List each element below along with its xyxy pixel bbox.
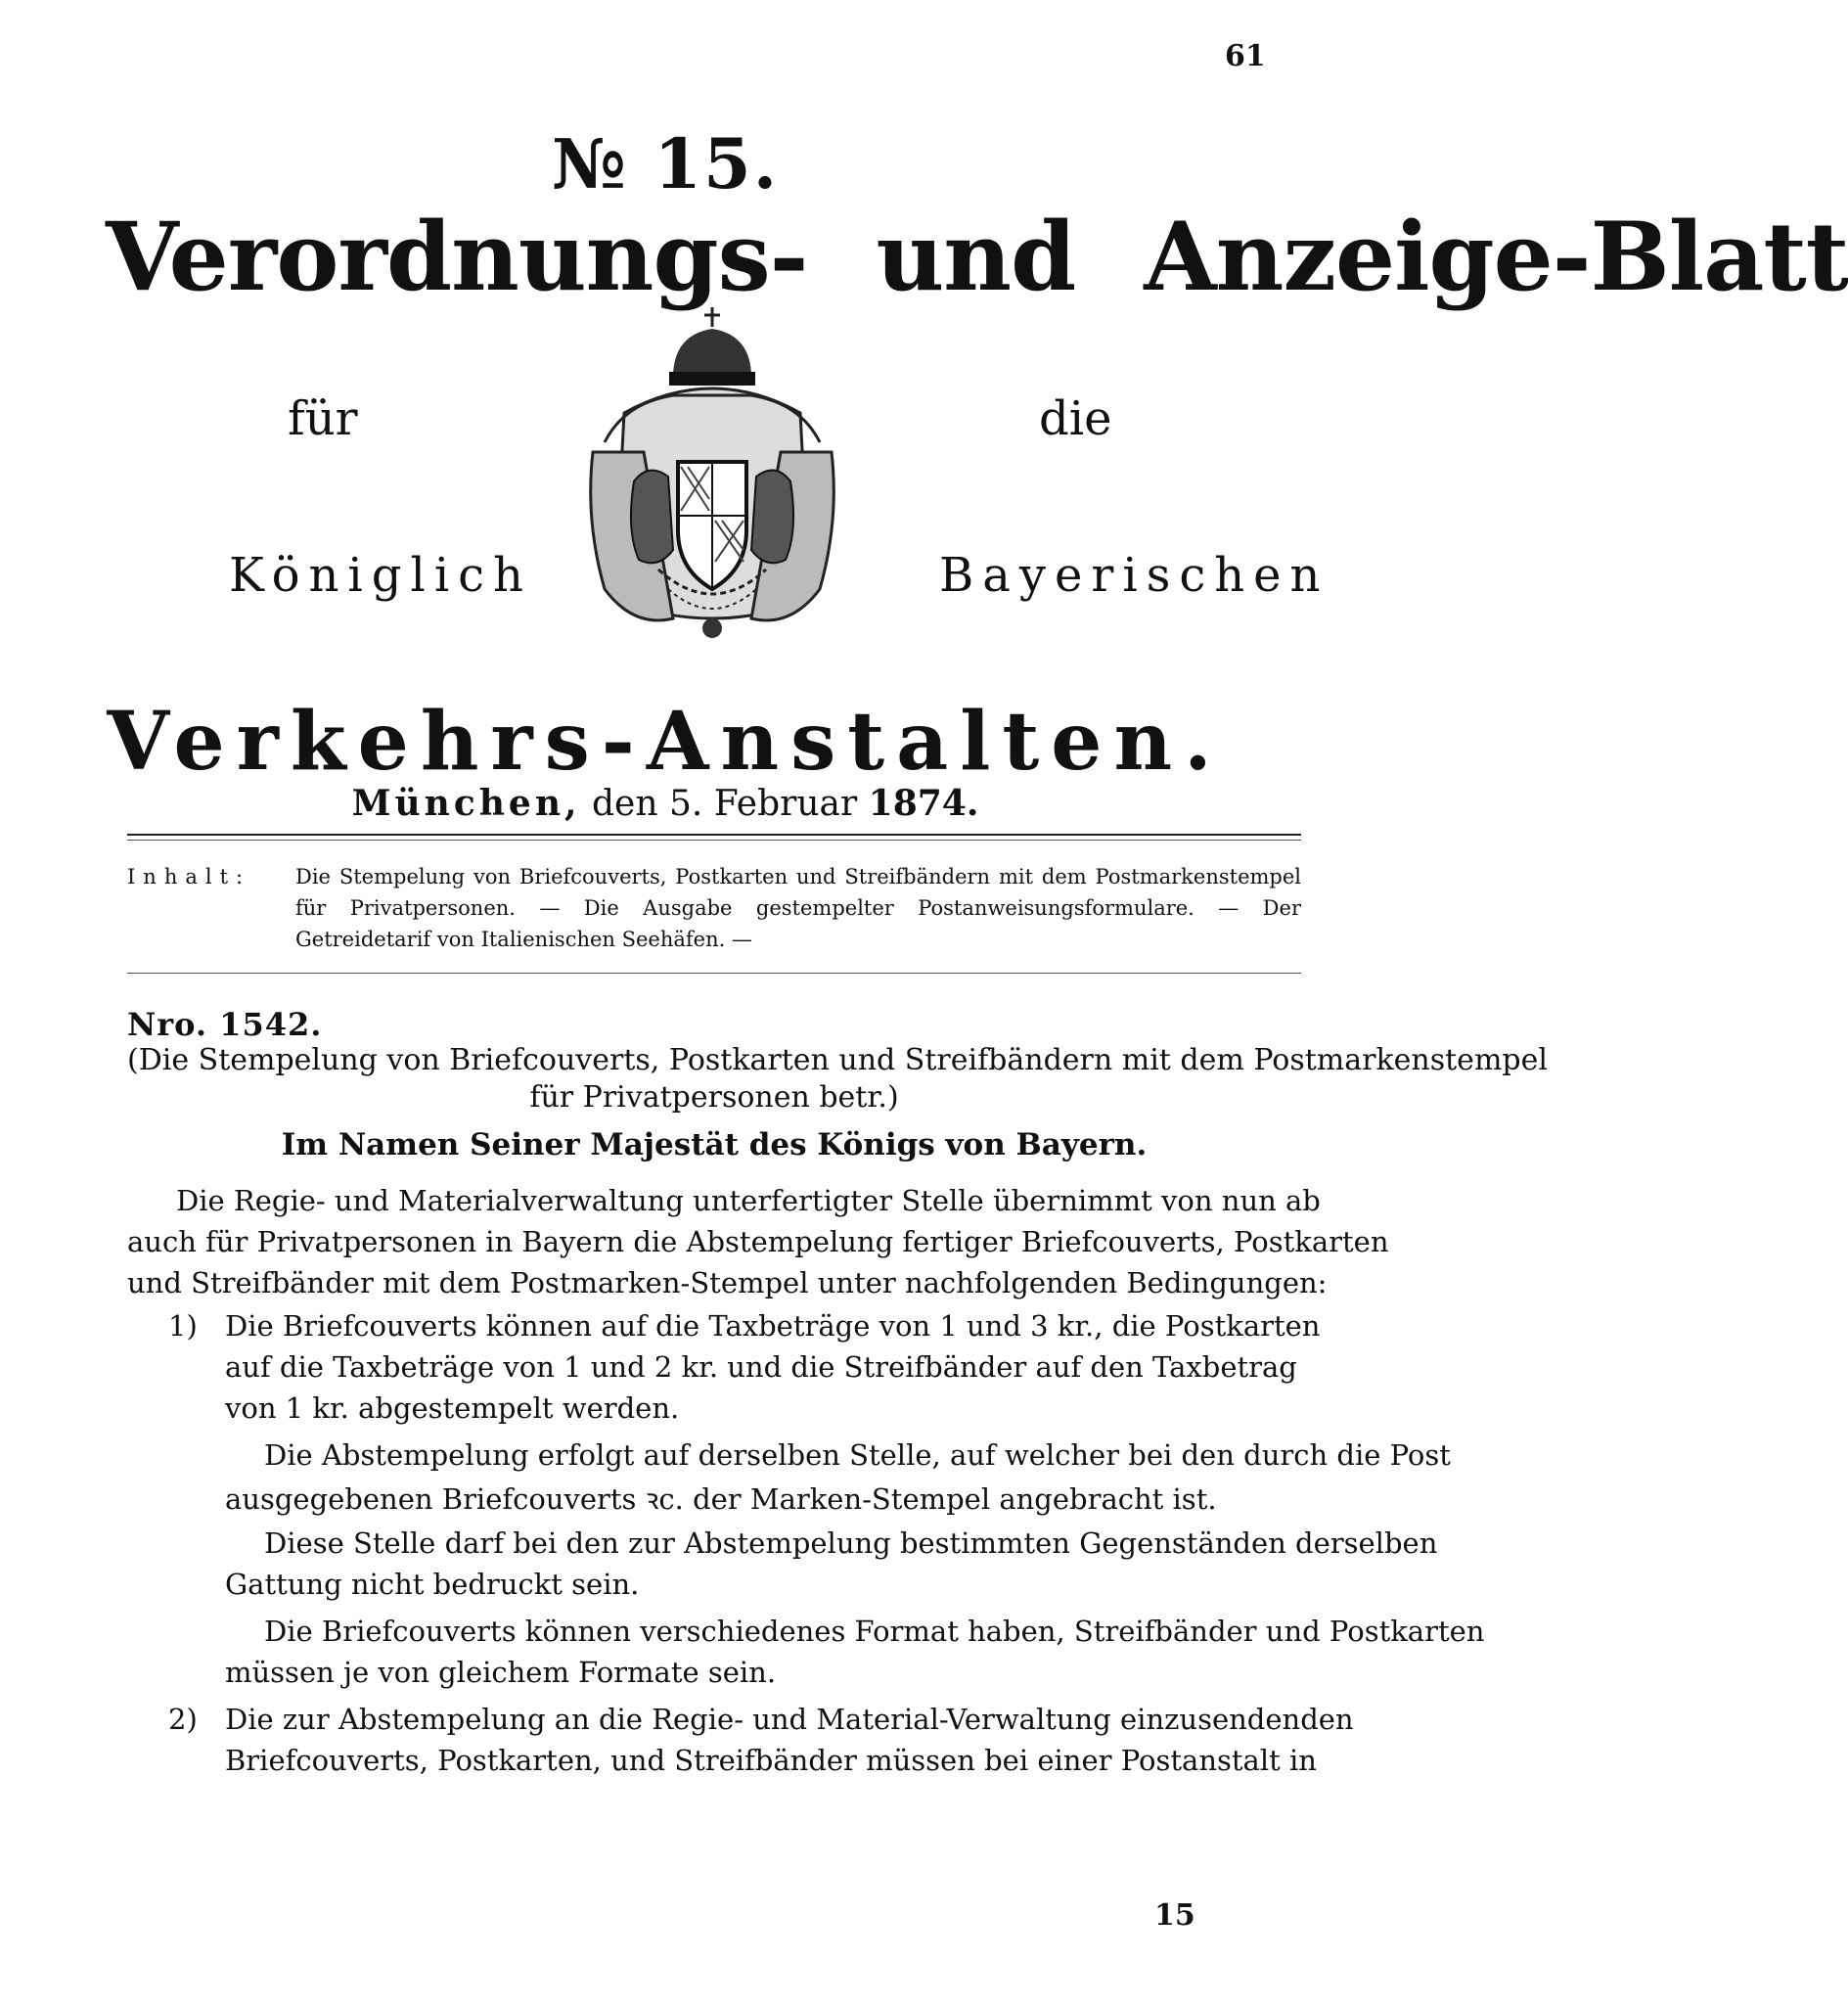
masthead-title bbox=[106, 202, 1848, 312]
subtitle-fuer: für bbox=[288, 391, 358, 446]
dateline-city: München, bbox=[351, 783, 581, 824]
page-number: 61 bbox=[1225, 39, 1266, 73]
dateline-date: den 5. Februar bbox=[591, 784, 858, 824]
body-line: auch für Privatpersonen in Bayern die Abstempelung fertiger Briefcouverts, Postkarten bbox=[127, 1225, 1389, 1258]
body-line: und Streifbänder mit dem Postmarken-Stempel unter nachfolgenden Bedingungen: bbox=[127, 1266, 1328, 1299]
masthead-word-anzeige-blatt: Anzeige-Blatt bbox=[1144, 202, 1848, 312]
body-line: Die Briefcouverts können auf die Taxbeträge von 1 und 3 kr., die Postkarten bbox=[225, 1309, 1321, 1343]
body-line: Gattung nicht bedruckt sein. bbox=[225, 1568, 640, 1601]
article-subject-line-2: für Privatpersonen betr.) bbox=[529, 1080, 899, 1115]
office-title: Verkehrs-Anstalten. bbox=[107, 695, 1224, 789]
issue-number: № 15. bbox=[551, 123, 780, 205]
body-line: müssen je von gleichem Formate sein. bbox=[225, 1656, 777, 1689]
body-line: Die Briefcouverts können verschiedenes Format haben, Streifbänder und Postkarten bbox=[264, 1615, 1485, 1648]
body-line: Die Abstempelung erfolgt auf derselben Stelle, auf welcher bei den durch die Post bbox=[264, 1438, 1451, 1472]
header-rule-bottom bbox=[127, 840, 1301, 841]
item-number-1: 1) bbox=[168, 1309, 198, 1343]
signature-mark: 15 bbox=[1154, 1898, 1195, 1933]
subtitle-koeniglich: Königlich bbox=[229, 548, 532, 603]
body-line: von 1 kr. abgestempelt werden. bbox=[225, 1391, 680, 1425]
contents-label: Inhalt: bbox=[127, 865, 251, 888]
body-line: Briefcouverts, Postkarten, und Streifbänder müssen bei einer Postanstalt in bbox=[225, 1744, 1317, 1777]
item-number-2: 2) bbox=[168, 1703, 198, 1736]
subtitle-bayerischen: Bayerischen bbox=[939, 548, 1330, 603]
article-subject-line-1: (Die Stempelung von Briefcouverts, Postkarten und Streifbändern mit dem Postmarkenstempel bbox=[127, 1043, 1548, 1077]
body-line: auf die Taxbeträge von 1 und 2 kr. und die Streifbänder auf den Taxbetrag bbox=[225, 1350, 1297, 1384]
royal-formula: Im Namen Seiner Majestät des Königs von Bayern. bbox=[281, 1127, 1148, 1162]
subtitle-die: die bbox=[1039, 391, 1112, 446]
body-line: Die Regie- und Materialverwaltung unterfertigter Stelle übernimmt von nun ab bbox=[176, 1184, 1321, 1217]
masthead-word-verordnungs: Verordnungs- bbox=[106, 202, 808, 312]
contents-text: Die Stempelung von Briefcouverts, Postkarten und Streifbändern mit dem Postmarkenstempel für Privatpersonen. — Die Ausgabe gestempelter Postanweisungsformulare. — Der Getreidetarif von Italienischen Seehäfen. — bbox=[295, 865, 1301, 951]
header-rule-top bbox=[127, 834, 1301, 836]
masthead-word-und: und bbox=[876, 202, 1076, 312]
dateline-year: 1874. bbox=[868, 783, 979, 824]
article-number: Nro. 1542. bbox=[127, 1006, 323, 1043]
body-line: ausgegebenen Briefcouverts ꝛc. der Marken-Stempel angebracht ist. bbox=[225, 1482, 1217, 1516]
bavarian-coat-of-arms-emblem bbox=[565, 305, 859, 658]
dateline bbox=[0, 783, 1330, 824]
body-line: Diese Stelle darf bei den zur Abstempelung bestimmten Gegenständen derselben bbox=[264, 1526, 1438, 1560]
body-line: Die zur Abstempelung an die Regie- und Material-Verwaltung einzusendenden bbox=[225, 1703, 1354, 1736]
contents-rule bbox=[127, 973, 1301, 974]
